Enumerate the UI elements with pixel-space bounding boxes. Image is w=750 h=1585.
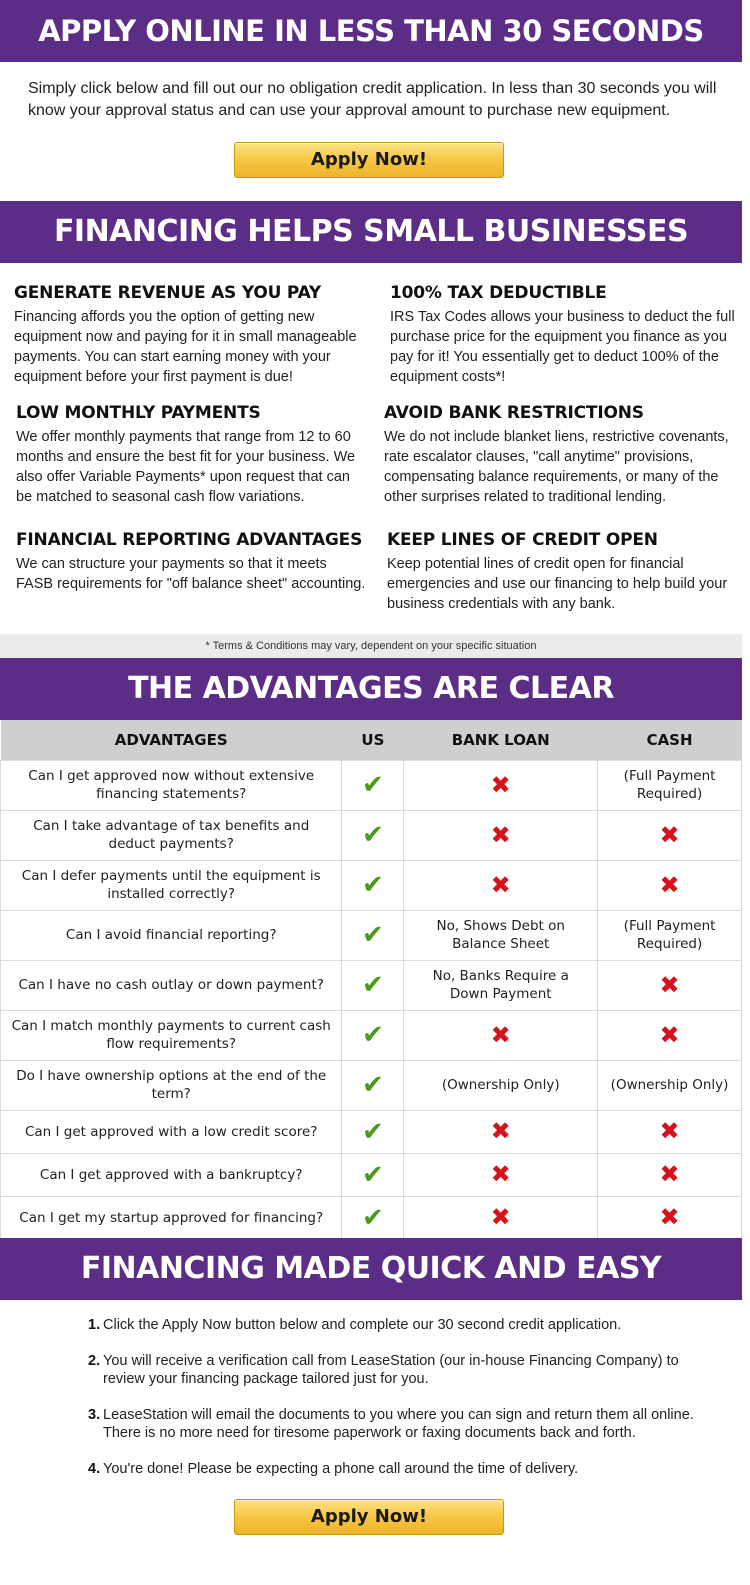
- apply-online-intro: Simply click below and fill out our no obligation credit application. In less than 30 seconds you will know your approval status and can use your approval amount to purchase new equipment.: [28, 80, 717, 119]
- comparison-table: [0, 720, 742, 1240]
- cross-icon: ✖: [490, 770, 511, 799]
- table-row: [1, 1153, 742, 1196]
- check-icon: ✔: [361, 1070, 384, 1100]
- check-icon: ✔: [361, 1202, 384, 1233]
- step-text: Click the Apply Now button below and complete our 30 second credit application.: [103, 1317, 622, 1333]
- feature-financial-reporting: [16, 530, 366, 594]
- cross-icon: ✖: [659, 1020, 680, 1049]
- cash-cell: (Full Payment Required): [598, 910, 742, 960]
- apply-online-heading: APPLY ONLINE IN LESS THAN 30 SECONDS: [38, 14, 704, 48]
- table-row: [1, 1110, 742, 1153]
- cash-cell: (Full Payment Required): [598, 760, 742, 810]
- question-cell: Can I get my startup approved for financing?: [1, 1196, 342, 1239]
- cross-icon: ✖: [659, 870, 680, 899]
- question-cell: Can I take advantage of tax benefits and deduct payments?: [1, 810, 342, 860]
- header-bank-loan: BANK LOAN: [404, 720, 598, 760]
- step-number: 3.: [88, 1407, 101, 1423]
- feature-title: GENERATE REVENUE AS YOU PAY: [14, 283, 322, 303]
- table-row: [1, 960, 742, 1010]
- check-icon: ✔: [361, 970, 384, 1000]
- feature-text: We offer monthly payments that range from 12 to 60 months and ensure the best fit for your business. We also offer Variable Payments* upon request that can be matched to seasonal cash flow variations.: [16, 429, 356, 505]
- table-row: [1, 860, 742, 910]
- table-row: [1, 810, 742, 860]
- question-cell: Can I defer payments until the equipment is installed correctly?: [1, 860, 342, 910]
- cross-icon: ✖: [490, 1117, 511, 1145]
- step-item: [88, 1352, 698, 1388]
- step-item: [88, 1460, 698, 1478]
- step-number: 4.: [88, 1461, 101, 1477]
- table-row: [1, 760, 742, 810]
- feature-tax-deductible: [390, 283, 740, 387]
- question-cell: Do I have ownership options at the end of the term?: [1, 1060, 342, 1110]
- apply-now-button-top[interactable]: Apply Now!: [234, 142, 504, 178]
- header-cash: CASH: [598, 720, 742, 760]
- financing-grow-heading: FINANCING HELPS SMALL BUSINESSES GROW: [53, 214, 689, 311]
- feature-title: KEEP LINES OF CREDIT OPEN: [387, 530, 658, 550]
- feature-text: We do not include blanket liens, restrictive covenants, rate escalator clauses, "call anytime" provisions, compensating balance requirements, or many of the other surprises related to traditional lending.: [384, 429, 729, 505]
- check-icon: ✔: [361, 870, 384, 900]
- check-icon: ✔: [361, 1159, 384, 1190]
- feature-title: AVOID BANK RESTRICTIONS: [384, 403, 644, 423]
- step-text: You're done! Please be expecting a phone call around the time of delivery.: [103, 1461, 579, 1477]
- step-item: [88, 1316, 698, 1334]
- cross-icon: ✖: [659, 1117, 680, 1145]
- cross-icon: ✖: [490, 820, 511, 849]
- feature-title: 100% TAX DEDUCTIBLE: [390, 283, 607, 303]
- cross-icon: ✖: [659, 1203, 680, 1231]
- step-item: [88, 1406, 698, 1442]
- feature-avoid-bank-restrictions: [384, 403, 734, 507]
- question-cell: Can I get approved with a low credit score?: [1, 1110, 342, 1153]
- cross-icon: ✖: [659, 820, 680, 849]
- step-text: You will receive a verification call from LeaseStation (our in-house Financing Company) to review your financing package tailored just for you.: [103, 1353, 679, 1387]
- feature-text: We can structure your payments so that it meets FASB requirements for "off balance sheet" accounting.: [16, 556, 366, 592]
- terms-note: * Terms & Conditions may vary, dependent on your specific situation: [0, 634, 742, 658]
- feature-lines-of-credit: [387, 530, 737, 614]
- feature-text: IRS Tax Codes allows your business to deduct the full purchase price for the equipment you finance as you pay for it! You essentially get to deduct 100% of the equipment costs*!: [390, 309, 735, 385]
- feature-generate-revenue: [14, 283, 364, 387]
- table-header-row: [1, 720, 742, 760]
- bank-loan-cell: No, Shows Debt on Balance Sheet: [404, 910, 598, 960]
- cross-icon: ✖: [490, 1160, 511, 1188]
- feature-text: Financing affords you the option of getting new equipment now and paying for it in small manageable payments. You can start earning money with your equipment before your first payment is due!: [14, 309, 357, 385]
- feature-title: FINANCIAL REPORTING ADVANTAGES: [16, 530, 363, 550]
- advantages-banner: [0, 658, 742, 720]
- check-icon: ✔: [361, 1020, 384, 1050]
- cross-icon: ✖: [490, 1020, 511, 1049]
- check-icon: ✔: [361, 1116, 384, 1147]
- table-row: [1, 1196, 742, 1239]
- question-cell: Can I get approved with a bankruptcy?: [1, 1153, 342, 1196]
- header-advantages: ADVANTAGES: [1, 720, 342, 760]
- feature-title: LOW MONTHLY PAYMENTS: [16, 403, 261, 423]
- question-cell: Can I avoid financial reporting?: [1, 910, 342, 960]
- quick-easy-banner: [0, 1238, 742, 1300]
- question-cell: Can I have no cash outlay or down payment?: [1, 960, 342, 1010]
- quick-easy-heading: FINANCING MADE QUICK AND EASY: [80, 1251, 662, 1286]
- check-icon: ✔: [361, 820, 384, 850]
- apply-online-banner: [0, 0, 742, 62]
- cross-icon: ✖: [490, 1203, 511, 1231]
- step-number: 1.: [88, 1317, 101, 1333]
- bank-loan-cell: No, Banks Require a Down Payment: [404, 960, 598, 1010]
- cross-icon: ✖: [659, 970, 680, 999]
- bank-loan-cell: (Ownership Only): [404, 1060, 598, 1110]
- cross-icon: ✖: [490, 870, 511, 899]
- cross-icon: ✖: [659, 1160, 680, 1188]
- advantages-heading: THE ADVANTAGES ARE CLEAR: [128, 671, 614, 706]
- steps-list: [88, 1316, 698, 1496]
- step-number: 2.: [88, 1353, 101, 1369]
- feature-low-monthly-payments: [16, 403, 366, 507]
- check-icon: ✔: [361, 770, 384, 800]
- question-cell: Can I match monthly payments to current cash flow requirements?: [1, 1010, 342, 1060]
- table-row: [1, 1010, 742, 1060]
- check-icon: ✔: [361, 920, 384, 950]
- table-row: [1, 910, 742, 960]
- header-us: US: [342, 720, 404, 760]
- feature-text: Keep potential lines of credit open for financial emergencies and use our financing to help build your business credentials with any bank.: [387, 556, 728, 612]
- question-cell: Can I get approved now without extensive financing statements?: [1, 760, 342, 810]
- step-text: LeaseStation will email the documents to you where you can sign and return them all online. There is no more need for tiresome paperwork or faxing documents back and forth.: [103, 1407, 694, 1441]
- cash-cell: (Ownership Only): [598, 1060, 742, 1110]
- table-row: [1, 1060, 742, 1110]
- apply-now-button-bottom[interactable]: Apply Now!: [234, 1499, 504, 1535]
